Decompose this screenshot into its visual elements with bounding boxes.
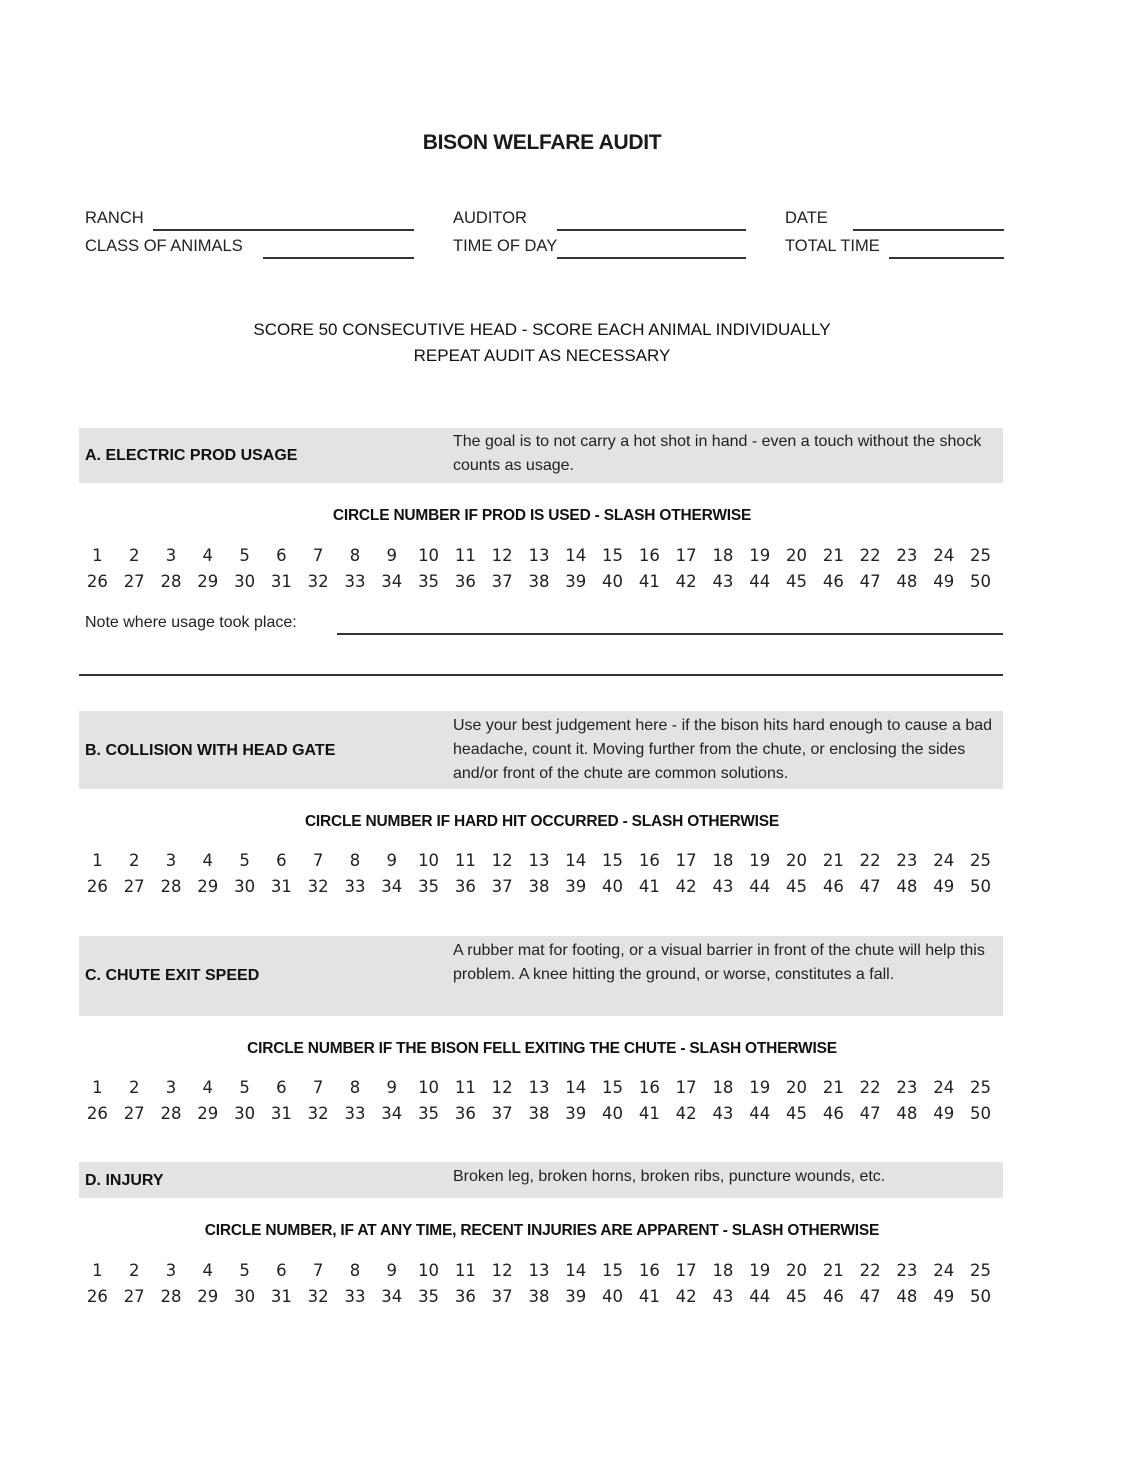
score-number[interactable]: 39 — [565, 877, 587, 896]
score-number[interactable]: 29 — [197, 572, 219, 591]
score-number[interactable]: 32 — [307, 1287, 329, 1306]
score-number[interactable]: 31 — [270, 1104, 292, 1123]
score-number[interactable]: 25 — [970, 851, 992, 870]
score-number[interactable]: 16 — [638, 1078, 660, 1097]
score-number[interactable]: 50 — [970, 1287, 992, 1306]
score-number[interactable]: 10 — [418, 546, 440, 565]
score-number[interactable]: 10 — [418, 1078, 440, 1097]
score-number[interactable]: 50 — [970, 877, 992, 896]
score-number[interactable]: 37 — [491, 877, 513, 896]
section-b-circle-instruction: CIRCLE NUMBER IF HARD HIT OCCURRED - SLASH OTHERWISE — [304, 813, 780, 830]
score-number[interactable]: 27 — [123, 572, 145, 591]
score-number[interactable]: 21 — [822, 851, 844, 870]
score-number[interactable]: 35 — [418, 1287, 440, 1306]
score-number[interactable]: 16 — [638, 1261, 660, 1280]
score-number[interactable]: 27 — [123, 877, 145, 896]
score-number[interactable]: 6 — [276, 1078, 287, 1097]
score-number[interactable]: 23 — [896, 546, 918, 565]
score-number[interactable]: 25 — [970, 546, 992, 565]
score-number[interactable]: 15 — [602, 851, 624, 870]
ranch-field[interactable] — [153, 229, 414, 231]
section-d-header — [79, 1162, 1003, 1198]
score-number[interactable]: 14 — [565, 1078, 587, 1097]
time-of-day-field[interactable] — [557, 257, 746, 259]
score-number[interactable]: 47 — [859, 1287, 881, 1306]
score-number[interactable]: 5 — [239, 1261, 250, 1280]
score-number[interactable]: 30 — [234, 1104, 256, 1123]
number-row-2 — [79, 1284, 1003, 1310]
score-number[interactable]: 17 — [675, 851, 697, 870]
score-number[interactable]: 10 — [418, 851, 440, 870]
score-number[interactable]: 48 — [896, 1287, 918, 1306]
score-number[interactable]: 11 — [454, 1261, 476, 1280]
score-number[interactable]: 11 — [454, 546, 476, 565]
score-number[interactable]: 39 — [565, 1104, 587, 1123]
score-number[interactable]: 40 — [602, 877, 624, 896]
score-number[interactable]: 29 — [197, 1104, 219, 1123]
date-label: DATE — [785, 209, 828, 227]
score-number[interactable]: 20 — [786, 1078, 808, 1097]
section-a-label: A. ELECTRIC PROD USAGE — [85, 447, 298, 464]
class-of-animals-label: CLASS OF ANIMALS — [85, 237, 243, 255]
score-number[interactable]: 4 — [202, 1078, 214, 1097]
score-number[interactable]: 8 — [349, 1078, 361, 1097]
number-row-2 — [79, 874, 1003, 900]
score-number[interactable]: 12 — [491, 1078, 513, 1097]
score-number[interactable]: 2 — [128, 546, 140, 565]
score-number[interactable]: 21 — [822, 546, 844, 565]
score-number[interactable]: 33 — [344, 572, 366, 591]
score-number[interactable]: 49 — [933, 877, 955, 896]
score-number[interactable]: 12 — [491, 851, 513, 870]
score-number[interactable]: 13 — [528, 851, 550, 870]
section-c-circle-instruction: CIRCLE NUMBER IF THE BISON FELL EXITING THE CHUTE - SLASH OTHERWISE — [247, 1040, 837, 1057]
score-number[interactable]: 12 — [491, 546, 513, 565]
score-number[interactable]: 14 — [565, 851, 587, 870]
score-number[interactable]: 41 — [638, 1104, 660, 1123]
auditor-label: AUDITOR — [453, 209, 527, 227]
score-number[interactable]: 36 — [454, 572, 476, 591]
number-row-2 — [79, 1101, 1003, 1127]
score-number[interactable]: 45 — [786, 877, 808, 896]
score-number[interactable]: 1 — [92, 1078, 103, 1097]
score-number[interactable]: 34 — [381, 572, 403, 591]
score-number[interactable]: 50 — [970, 572, 992, 591]
score-number[interactable]: 30 — [234, 877, 256, 896]
score-number[interactable]: 12 — [491, 1261, 513, 1280]
score-number[interactable]: 23 — [896, 1078, 918, 1097]
score-number[interactable]: 36 — [454, 1104, 476, 1123]
score-number[interactable]: 34 — [381, 1104, 403, 1123]
score-number[interactable]: 19 — [749, 851, 771, 870]
section-d-circle-instruction: CIRCLE NUMBER, IF AT ANY TIME, RECENT INJURIES ARE APPARENT - SLASH OTHERWISE — [204, 1222, 880, 1239]
score-number[interactable]: 17 — [675, 546, 697, 565]
page-title: BISON WELFARE AUDIT — [422, 131, 662, 154]
score-number[interactable]: 26 — [86, 1104, 108, 1123]
score-number[interactable]: 30 — [234, 572, 256, 591]
auditor-field[interactable] — [557, 229, 746, 231]
section-b-label: B. COLLISION WITH HEAD GATE — [85, 742, 336, 759]
score-number[interactable]: 38 — [528, 877, 550, 896]
score-number[interactable]: 3 — [165, 851, 177, 870]
score-number[interactable]: 22 — [859, 1261, 881, 1280]
note-usage-line-2[interactable] — [79, 674, 1003, 676]
score-number[interactable]: 20 — [786, 1261, 808, 1280]
score-number[interactable]: 43 — [712, 572, 734, 591]
score-number[interactable]: 2 — [128, 1261, 140, 1280]
score-number[interactable]: 47 — [859, 572, 881, 591]
score-number[interactable]: 25 — [970, 1261, 992, 1280]
score-number[interactable]: 40 — [602, 1104, 624, 1123]
score-number[interactable]: 19 — [749, 1261, 771, 1280]
score-number[interactable]: 32 — [307, 877, 329, 896]
section-b-number-grid — [79, 848, 1003, 900]
score-number[interactable]: 49 — [933, 1287, 955, 1306]
instruction-line-2: REPEAT AUDIT AS NECESSARY — [413, 346, 671, 365]
score-number[interactable]: 4 — [202, 1261, 214, 1280]
section-b-header — [79, 711, 1003, 789]
ranch-label: RANCH — [85, 209, 144, 227]
score-number[interactable]: 4 — [202, 546, 214, 565]
score-number[interactable]: 31 — [270, 877, 292, 896]
score-number[interactable]: 49 — [933, 572, 955, 591]
score-number[interactable]: 7 — [312, 1078, 324, 1097]
score-number[interactable]: 30 — [234, 1287, 256, 1306]
score-number[interactable]: 7 — [312, 851, 324, 870]
score-number[interactable]: 37 — [491, 572, 513, 591]
score-number[interactable]: 33 — [344, 877, 366, 896]
total-time-field[interactable] — [889, 257, 1004, 259]
score-number[interactable]: 44 — [749, 1104, 771, 1123]
score-number[interactable]: 20 — [786, 546, 808, 565]
section-a-header — [79, 428, 1003, 483]
score-number[interactable]: 41 — [638, 1287, 660, 1306]
date-field[interactable] — [853, 229, 1004, 231]
score-number[interactable]: 8 — [349, 546, 361, 565]
score-number[interactable]: 42 — [675, 877, 697, 896]
note-usage-label: Note where usage took place: — [85, 614, 297, 631]
score-number[interactable]: 43 — [712, 877, 734, 896]
score-number[interactable]: 14 — [565, 1261, 587, 1280]
number-row-1 — [79, 1258, 1003, 1284]
score-number[interactable]: 27 — [123, 1104, 145, 1123]
score-number[interactable]: 9 — [386, 1261, 398, 1280]
score-number[interactable]: 19 — [749, 546, 771, 565]
score-number[interactable]: 36 — [454, 877, 476, 896]
score-number[interactable]: 45 — [786, 572, 808, 591]
score-number[interactable]: 29 — [197, 1287, 219, 1306]
score-number[interactable]: 46 — [822, 1287, 844, 1306]
score-number[interactable]: 48 — [896, 877, 918, 896]
time-of-day-label: TIME OF DAY — [453, 237, 558, 255]
score-number[interactable]: 16 — [638, 546, 660, 565]
section-d-number-grid — [79, 1258, 1003, 1310]
score-number[interactable]: 43 — [712, 1287, 734, 1306]
score-number[interactable]: 35 — [418, 877, 440, 896]
score-number[interactable]: 37 — [491, 1287, 513, 1306]
score-number[interactable]: 15 — [602, 546, 624, 565]
score-number[interactable]: 29 — [197, 877, 219, 896]
score-number[interactable]: 44 — [749, 572, 771, 591]
score-number[interactable]: 33 — [344, 1287, 366, 1306]
score-number[interactable]: 50 — [970, 1104, 992, 1123]
score-number[interactable]: 9 — [386, 546, 398, 565]
total-time-label: TOTAL TIME — [785, 237, 880, 255]
score-number[interactable]: 26 — [86, 572, 108, 591]
score-number[interactable]: 22 — [859, 851, 881, 870]
score-number[interactable]: 49 — [933, 1104, 955, 1123]
score-number[interactable]: 14 — [565, 546, 587, 565]
score-number[interactable]: 41 — [638, 877, 660, 896]
section-b-note: Use your best judgement here - if the bison hits hard enough to cause a bad headache, count it. Moving further from the chute, or enclosing the sides and/or front of the chute are common solutions. — [453, 717, 993, 782]
section-a-circle-instruction: CIRCLE NUMBER IF PROD IS USED - SLASH OTHERWISE — [332, 507, 752, 524]
score-number[interactable]: 21 — [822, 1261, 844, 1280]
score-number[interactable]: 27 — [123, 1287, 145, 1306]
number-row-1 — [79, 543, 1003, 569]
score-number[interactable]: 28 — [160, 1287, 182, 1306]
score-number[interactable]: 8 — [349, 1261, 361, 1280]
score-number[interactable]: 46 — [822, 877, 844, 896]
score-number[interactable]: 13 — [528, 1078, 550, 1097]
score-number[interactable]: 18 — [712, 1078, 734, 1097]
score-number[interactable]: 22 — [859, 546, 881, 565]
score-number[interactable]: 28 — [160, 572, 182, 591]
score-number[interactable]: 46 — [822, 1104, 844, 1123]
score-number[interactable]: 24 — [933, 546, 955, 565]
score-number[interactable]: 1 — [92, 546, 103, 565]
section-c-number-grid — [79, 1075, 1003, 1127]
note-usage-line-1[interactable] — [337, 633, 1003, 635]
section-d-note: Broken leg, broken horns, broken ribs, puncture wounds, etc. — [453, 1168, 886, 1185]
score-number[interactable]: 31 — [270, 572, 292, 591]
score-number[interactable]: 7 — [312, 546, 324, 565]
score-number[interactable]: 38 — [528, 1104, 550, 1123]
section-c-note: A rubber mat for footing, or a visual barrier in front of the chute will help this problem. A knee hitting the ground, or worse, constitutes a fall. — [453, 942, 985, 983]
score-number[interactable]: 44 — [749, 877, 771, 896]
score-number[interactable]: 39 — [565, 572, 587, 591]
score-number[interactable]: 21 — [822, 1078, 844, 1097]
score-number[interactable]: 42 — [675, 1287, 697, 1306]
score-number[interactable]: 42 — [675, 1104, 697, 1123]
score-number[interactable]: 33 — [344, 1104, 366, 1123]
score-number[interactable]: 24 — [933, 851, 955, 870]
score-number[interactable]: 3 — [165, 1078, 177, 1097]
score-number[interactable]: 8 — [349, 851, 361, 870]
score-number[interactable]: 45 — [786, 1104, 808, 1123]
score-number[interactable]: 32 — [307, 1104, 329, 1123]
class-of-animals-field[interactable] — [263, 257, 414, 259]
score-number[interactable]: 40 — [602, 1287, 624, 1306]
score-number[interactable]: 9 — [386, 1078, 398, 1097]
instruction-line-1: SCORE 50 CONSECUTIVE HEAD - SCORE EACH ANIMAL INDIVIDUALLY — [253, 320, 831, 339]
score-number[interactable]: 4 — [202, 851, 214, 870]
score-number[interactable]: 46 — [822, 572, 844, 591]
score-number[interactable]: 39 — [565, 1287, 587, 1306]
score-number[interactable]: 19 — [749, 1078, 771, 1097]
score-number[interactable]: 6 — [276, 851, 287, 870]
score-number[interactable]: 37 — [491, 1104, 513, 1123]
score-number[interactable]: 1 — [92, 851, 103, 870]
score-number[interactable]: 5 — [239, 546, 250, 565]
score-number[interactable]: 32 — [307, 572, 329, 591]
score-number[interactable]: 40 — [602, 572, 624, 591]
score-number[interactable]: 18 — [712, 851, 734, 870]
score-number[interactable]: 35 — [418, 572, 440, 591]
score-number[interactable]: 20 — [786, 851, 808, 870]
number-row-1 — [79, 1075, 1003, 1101]
score-number[interactable]: 48 — [896, 1104, 918, 1123]
score-number[interactable]: 42 — [675, 572, 697, 591]
score-number[interactable]: 31 — [270, 1287, 292, 1306]
score-number[interactable]: 11 — [454, 851, 476, 870]
section-c-label: C. CHUTE EXIT SPEED — [85, 967, 260, 984]
section-d-label: D. INJURY — [85, 1172, 164, 1189]
score-number[interactable]: 28 — [160, 877, 182, 896]
score-number[interactable]: 9 — [386, 851, 398, 870]
score-number[interactable]: 47 — [859, 1104, 881, 1123]
score-number[interactable]: 47 — [859, 877, 881, 896]
score-number[interactable]: 38 — [528, 1287, 550, 1306]
score-number[interactable]: 15 — [602, 1261, 624, 1280]
score-number[interactable]: 25 — [970, 1078, 992, 1097]
score-number[interactable]: 1 — [92, 1261, 103, 1280]
score-number[interactable]: 35 — [418, 1104, 440, 1123]
score-number[interactable]: 3 — [165, 546, 177, 565]
score-number[interactable]: 41 — [638, 572, 660, 591]
score-number[interactable]: 10 — [418, 1261, 440, 1280]
score-number[interactable]: 26 — [86, 877, 108, 896]
score-number[interactable]: 24 — [933, 1078, 955, 1097]
score-number[interactable]: 15 — [602, 1078, 624, 1097]
score-number[interactable]: 36 — [454, 1287, 476, 1306]
score-number[interactable]: 7 — [312, 1261, 324, 1280]
score-number[interactable]: 2 — [128, 1078, 140, 1097]
score-number[interactable]: 24 — [933, 1261, 955, 1280]
score-number[interactable]: 3 — [165, 1261, 177, 1280]
score-number[interactable]: 26 — [86, 1287, 108, 1306]
score-number[interactable]: 13 — [528, 546, 550, 565]
score-number[interactable]: 18 — [712, 1261, 734, 1280]
number-row-2 — [79, 569, 1003, 595]
number-row-1 — [79, 848, 1003, 874]
score-number[interactable]: 17 — [675, 1078, 697, 1097]
score-number[interactable]: 44 — [749, 1287, 771, 1306]
score-number[interactable]: 38 — [528, 572, 550, 591]
score-number[interactable]: 5 — [239, 1078, 250, 1097]
score-number[interactable]: 18 — [712, 546, 734, 565]
score-number[interactable]: 6 — [276, 1261, 287, 1280]
score-number[interactable]: 45 — [786, 1287, 808, 1306]
score-number[interactable]: 2 — [128, 851, 140, 870]
score-number[interactable]: 28 — [160, 1104, 182, 1123]
score-number[interactable]: 34 — [381, 1287, 403, 1306]
score-number[interactable]: 6 — [276, 546, 287, 565]
score-number[interactable]: 23 — [896, 851, 918, 870]
section-a-note: The goal is to not carry a hot shot in hand - even a touch without the shock counts as usage. — [453, 433, 982, 474]
score-number[interactable]: 23 — [896, 1261, 918, 1280]
section-a-number-grid — [79, 543, 1003, 595]
score-number[interactable]: 13 — [528, 1261, 550, 1280]
score-number[interactable]: 43 — [712, 1104, 734, 1123]
score-number[interactable]: 11 — [454, 1078, 476, 1097]
score-number[interactable]: 34 — [381, 877, 403, 896]
score-number[interactable]: 48 — [896, 572, 918, 591]
score-number[interactable]: 5 — [239, 851, 250, 870]
score-number[interactable]: 22 — [859, 1078, 881, 1097]
score-number[interactable]: 16 — [638, 851, 660, 870]
score-number[interactable]: 17 — [675, 1261, 697, 1280]
section-c-header — [79, 936, 1003, 1016]
